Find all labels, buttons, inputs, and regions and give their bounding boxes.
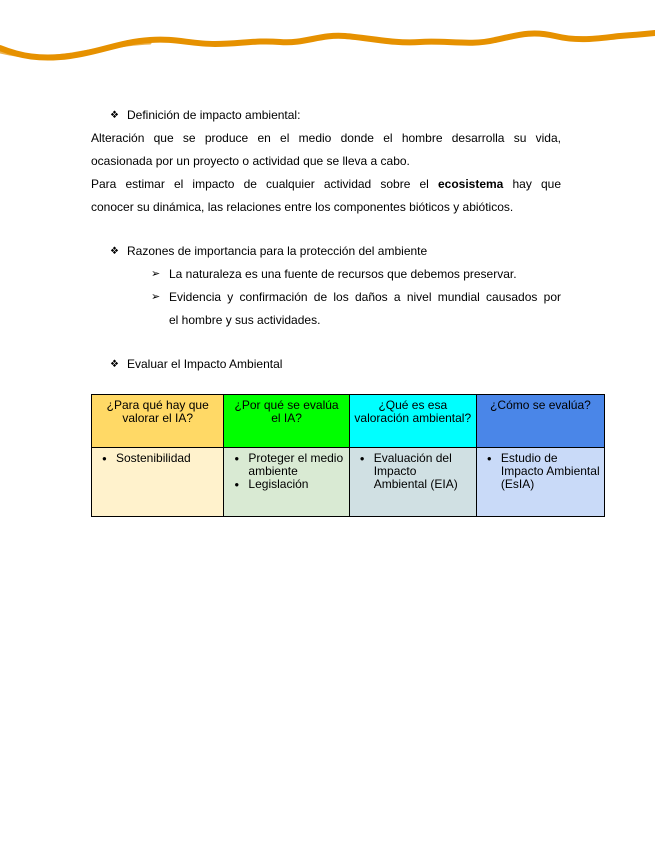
arrow-bullet-icon: ➢ [151, 291, 161, 303]
document-body [91, 104, 561, 376]
list-item: ● Sostenibilidad [116, 452, 219, 465]
header-why-evaluate: ¿Por qué se evalúa el IA? [224, 395, 349, 448]
reason-item-2: ➢ Evidencia y confirmación de los daños a nivel mundial causados por [91, 286, 561, 309]
cell-purpose [92, 448, 224, 517]
list-item: ● Evaluación del Impacto Ambiental (EIA) [374, 452, 472, 491]
arrow-bullet-icon: ➢ [151, 268, 161, 280]
cell-method [476, 448, 604, 517]
header-how: ¿Cómo se evalúa? [476, 395, 604, 448]
decorative-brush-stroke [0, 0, 655, 80]
header-what-is: ¿Qué es esa valoración ambiental? [349, 395, 476, 448]
table-header-row [92, 395, 605, 448]
header-why-value: ¿Para qué hay que valorar el IA? [92, 395, 224, 448]
cell-reasons [224, 448, 349, 517]
list-item: ● Proteger el medio ambiente [248, 452, 344, 478]
definition-line-2: ocasionada por un proyecto o actividad que se lleva a cabo. [91, 154, 410, 168]
section-definition-heading: ❖ Definición de impacto ambiental: [91, 104, 561, 127]
definition-line-1: Alteración que se produce en el medio donde el hombre desarrolla su vida, [91, 131, 561, 145]
list-item: ● Legislación [248, 478, 344, 491]
list-item: ● Estudio de Impacto Ambiental (EsIA) [501, 452, 600, 491]
ecosystem-line-2: conocer su dinámica, las relaciones entre los componentes bióticos y abióticos. [91, 200, 514, 214]
cell-definition [349, 448, 476, 517]
diamond-bullet-icon: ❖ [110, 359, 119, 370]
ecosystem-keyword: ecosistema [437, 177, 504, 191]
impact-assessment-table [91, 394, 605, 517]
diamond-bullet-icon: ❖ [110, 246, 119, 257]
ecosystem-line-1: Para estimar el impacto de cualquier actividad sobre el ecosistema hay que [91, 177, 561, 191]
table-row [92, 448, 605, 517]
section-evaluate-heading: ❖ Evaluar el Impacto Ambiental [91, 353, 561, 376]
reason-item-2-continued: el hombre y sus actividades. [169, 313, 321, 327]
section-reasons-heading: ❖ Razones de importancia para la protección del ambiente [91, 240, 561, 263]
reason-item-1: ➢ La naturaleza es una fuente de recursos que debemos preservar. [91, 263, 561, 286]
diamond-bullet-icon: ❖ [110, 110, 119, 121]
